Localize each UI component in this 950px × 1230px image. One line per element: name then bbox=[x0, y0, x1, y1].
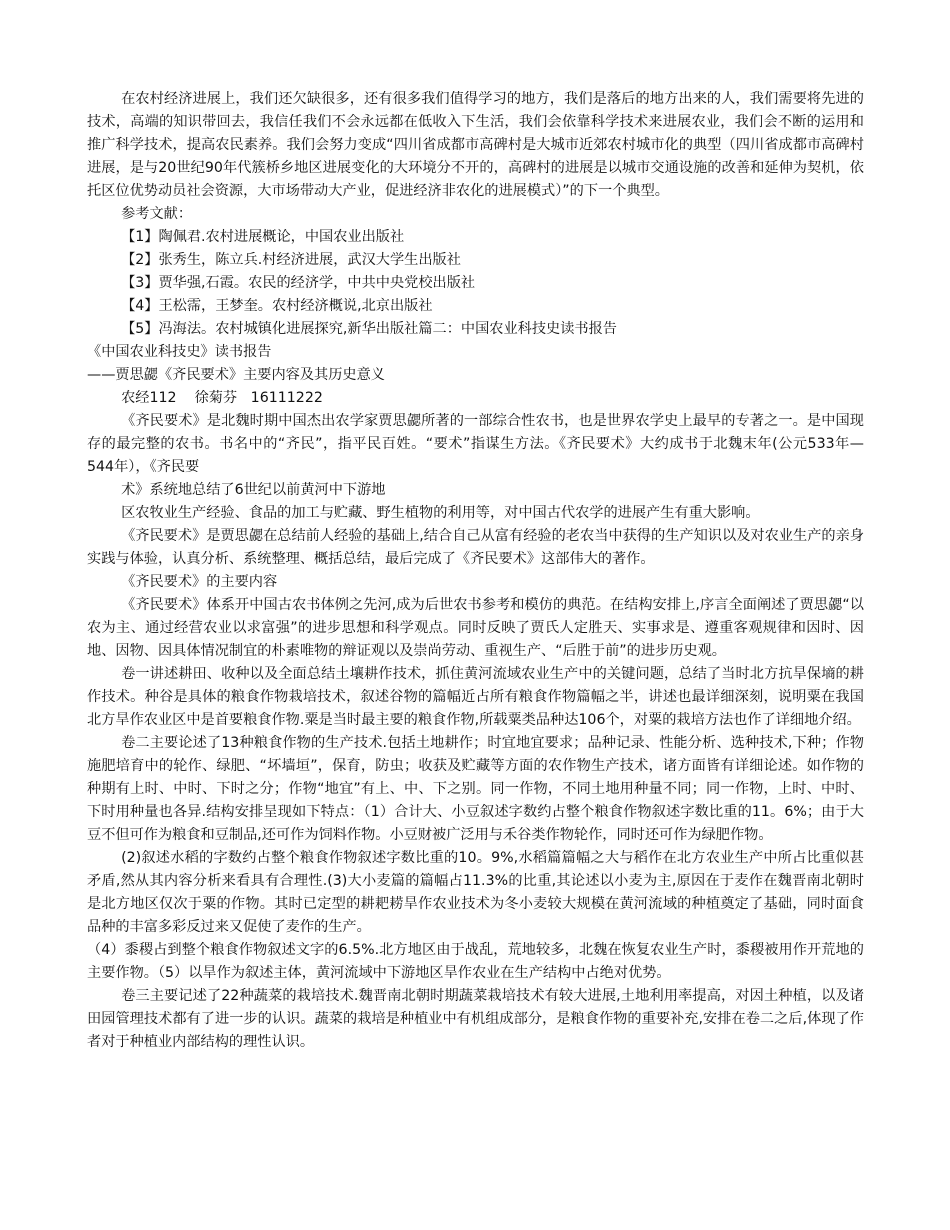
report-subtitle: ——贾思勰《齐民要术》主要内容及其历史意义 bbox=[87, 367, 385, 383]
paragraph-volume-two: 卷二主要论述了13种粮食作物的生产技术.包括土地耕作；时宜地宜要求；品种记录、性能分析、选种技术,下种；作物施肥培育中的轮作、绿肥、“坏墙垣”，保育，防虫；收获及贮藏等方面的农作物生产技术，诸方面皆有详细论述。如作物的种期有上时、中时、下时之分；作物“地宜”有上、中、下之别。同一作物，不同土地用种量不同；同一作物，上时、中时、下时用种量也各异.结构安排呈现如下特点：（1）合计大、小豆叙述字数约占整个粮食作物叙述字数比重的11。6%；由于大豆不但可作为粮食和豆制品,还可作为饲料作物。小豆财被广泛用与禾谷类作物轮作，同时还可作为绿肥作物。 bbox=[87, 735, 864, 843]
reference-item: 【2】张秀生，陈立兵.村经济进展，武汉大学生出版社 bbox=[121, 252, 461, 268]
report-title: 《中国农业科技史》读书报告 bbox=[87, 344, 272, 360]
paragraph-intro-cont: 区农牧业生产经验、食品的加工与贮藏、野生植物的利用等，对中国古代农学的进展产生有重大影响。 bbox=[121, 505, 760, 521]
paragraph-intro: 《齐民要术》是北魏时期中国杰出农学家贾思勰所著的一部综合性农书，也是世界农学史上最早的专著之一。是中国现存的最完整的农书。书名中的“齐民”，指平民百姓。“要术”指谋生方法。《齐民要术》大约成书于北魏末年(公元533年—544年），《齐民要 bbox=[87, 413, 864, 475]
paragraph-rice-wheat: (2)叙述水稻的字数约占整个粮食作物叙述字数比重的10。9%,水稻篇篇幅之大与稻作在北方农业生产中所占比重似甚矛盾,然从其内容分析来看具有合理性.(3)大小麦篇的篇幅占11.3%的比重,其论述以小麦为主,原因在于麦作在魏晋南北朝时是北方地区仅次于粟的作物。其时已定型的耕耙耢旱作农业技术为冬小麦较大规模在黄河流域的种植奠定了基础，同时面食品种的丰富多彩反过来又促使了麦作的生产。 bbox=[87, 850, 864, 935]
reference-item: 【5】冯海法。农村城镇化进展探究,新华出版社篇二：中国农业科技史读书报告 bbox=[121, 321, 617, 337]
paragraph-volume-one: 卷一讲述耕田、收种以及全面总结土壤耕作技术，抓住黄河流域农业生产中的关键问题，总结了当时北方抗旱保墒的耕作技术。种谷是具体的粮食作物栽培技术，叙述谷物的篇幅近占所有粮食作物篇幅之半，讲述也最详细深刻，说明粟在我国北方旱作农业区中是首要粮食作物.粟是当时最主要的粮食作物,所载粟类品种达106个，对粟的栽培方法也作了详细地介绍。 bbox=[87, 666, 864, 728]
paragraph-intro-cont: 术》系统地总结了6世纪以前黄河中下游地 bbox=[121, 482, 386, 498]
reference-item: 【3】贾华强,石霞。农民的经济学，中共中央党校出版社 bbox=[121, 275, 476, 291]
paragraph-structure: 《齐民要术》体系开中国古农书体例之先河,成为后世农书参考和模仿的典范。在结构安排上,序言全面阐述了贾思勰“以农为主、通过经营农业以求富强”的进步思想和科学观点。同时反映了贾氏人定胜天、实事求是、遵重客观规律和因时、因地、因物、因具体情况制宜的朴素唯物的辩证观以及崇尚劳动、重视生产、“后胜于前”的进步历史观。 bbox=[87, 597, 864, 659]
reference-item: 【4】王松霈，王梦奎。农村经济概说,北京出版社 bbox=[121, 298, 433, 314]
section-heading: 《齐民要术》的主要内容 bbox=[121, 574, 278, 590]
paragraph-rural-economy: 在农村经济进展上，我们还欠缺很多，还有很多我们值得学习的地方，我们是落后的地方出来的人，我们需要将先进的技术，高端的知识带回去，我信任我们不会永远都在低收入下生活，我们会依靠科学技术来进展农业，我们会不断的运用和推广科学技术，提高农民素养。我们会努力变成“四川省成都市高碑村是大城市近郊农村城市化的典型（四川省成都市高碑村进展，是与20世纪90年代簇桥乡地区进展变化的大环境分不开的，高碑村的进展是以城市交通设施的改善和延伸为契机，依托区位优势动员社会资源，大市场带动大产业，促进经济非农化的进展模式）”的下一个典型。 bbox=[87, 91, 864, 199]
references-heading: 参考文献： bbox=[121, 206, 193, 222]
author-line: 农经112 徐菊芬 16111222 bbox=[121, 390, 323, 406]
paragraph-volume-three: 卷三主要记述了22种蔬菜的栽培技术.魏晋南北朝时期蔬菜栽培技术有较大进展,土地利用率提高，对因土种植，以及诸田园管理技术都有了进一步的认识。蔬菜的栽培是种植业中有机组成部分，是粮食作物的重要补充,安排在卷二之后,体现了作者对于种植业内部结构的理性认识。 bbox=[87, 988, 864, 1050]
paragraph-author-work: 《齐民要术》是贾思勰在总结前人经验的基础上,结合自己从富有经验的老农当中获得的生产知识以及对农业生产的亲身实践与体验，认真分析、系统整理、概括总结，最后完成了《齐民要术》这部伟大的著作。 bbox=[87, 528, 864, 567]
reference-item: 【1】陶佩君.农村进展概论，中国农业出版社 bbox=[121, 229, 405, 245]
paragraph-millet: （4）黍稷占到整个粮食作物叙述文字的6.5%.北方地区由于战乱，荒地较多，北魏在恢复农业生产时，黍稷被用作开荒地的主要作物。（5）以旱作为叙述主体，黄河流域中下游地区旱作农业在生产结构中占绝对优势。 bbox=[87, 942, 864, 981]
